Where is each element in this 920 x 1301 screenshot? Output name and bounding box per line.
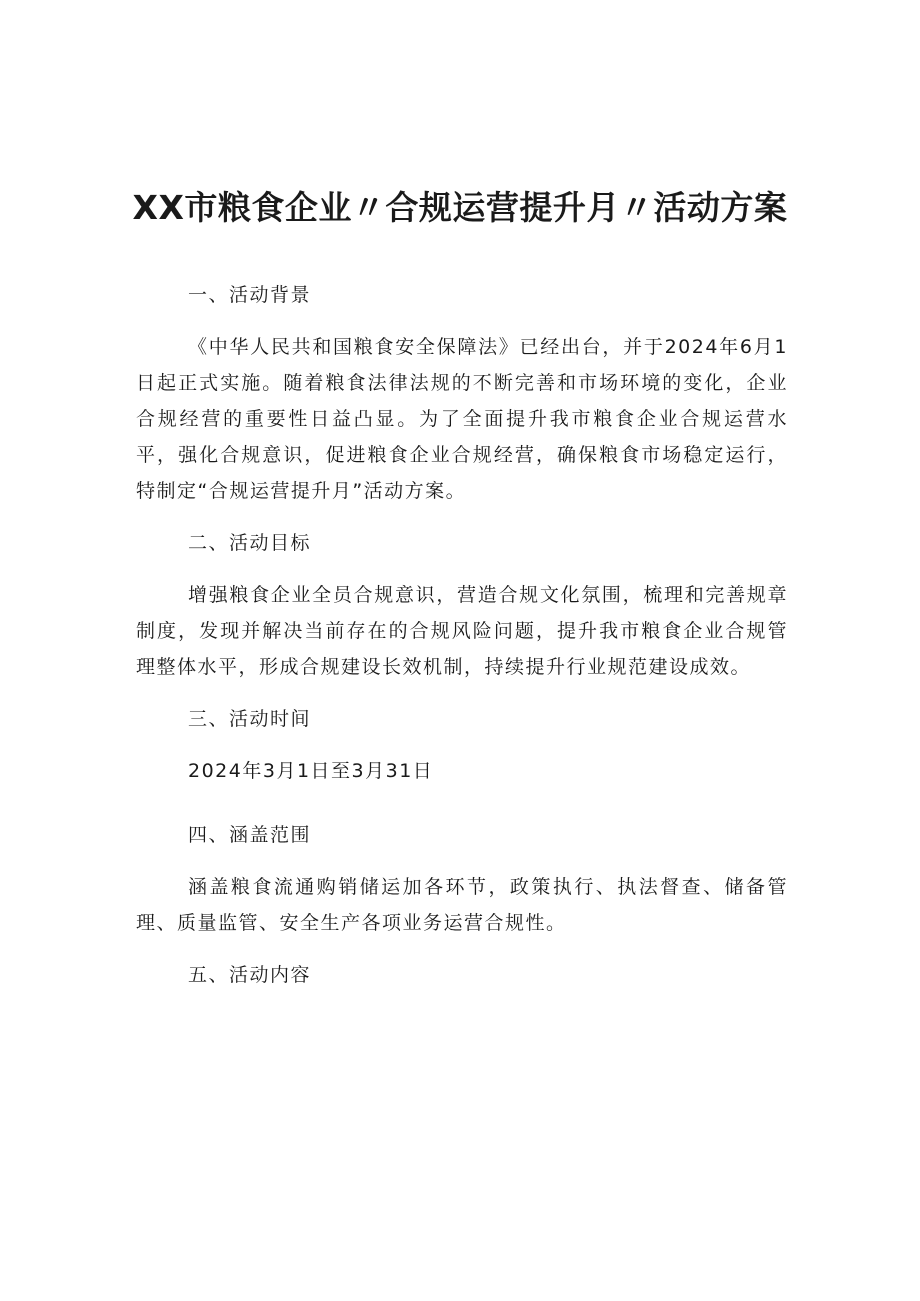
section-heading-time: 三、活动时间 xyxy=(188,708,312,730)
document-body xyxy=(136,277,788,1009)
section-heading-goals: 二、活动目标 xyxy=(188,532,312,554)
section-body-time: 2024年3月1日至3月31日 xyxy=(188,760,434,782)
section-heading-background: 一、活动背景 xyxy=(188,284,312,306)
section-body-scope: 涵盖粮食流通购销储运加各环节，政策执行、执法督查、储备管理、质量监管、安全生产各项业务运营合规性。 xyxy=(136,876,788,934)
document-title: XX市粮食企业〃合规运营提升月〃活动方案 xyxy=(132,188,788,227)
section-heading-scope: 四、涵盖范围 xyxy=(188,824,312,846)
section-heading-content: 五、活动内容 xyxy=(188,964,312,986)
section-body-background: 《中华人民共和国粮食安全保障法》已经出台，并于2024年6月1日起正式实施。随着粮食法律法规的不断完善和市场环境的变化，企业合规经营的重要性日益凸显。为了全面提升我市粮食企业合规运营水平，强化合规意识，促进粮食企业合规经营，确保粮食市场稳定运行，特制定“合规运营提升月”活动方案。 xyxy=(136,336,788,502)
section-body-goals: 增强粮食企业全员合规意识，营造合规文化氛围，梳理和完善规章制度，发现并解决当前存在的合规风险问题，提升我市粮食企业合规管理整体水平，形成合规建设长效机制，持续提升行业规范建设成效。 xyxy=(136,584,788,678)
